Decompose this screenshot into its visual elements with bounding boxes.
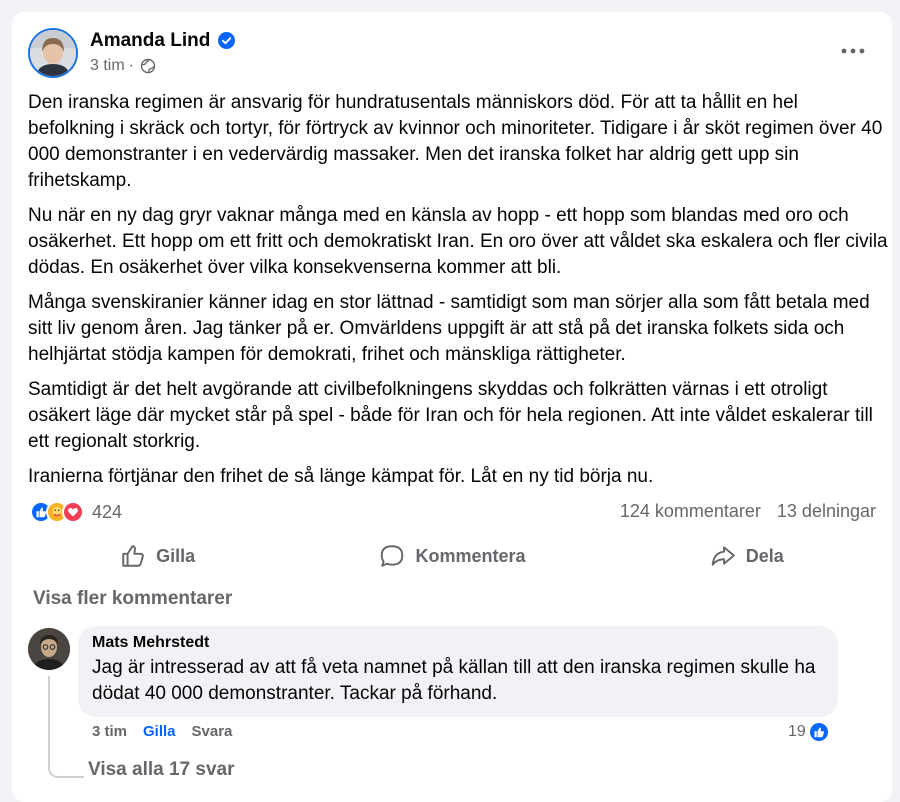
post-paragraph: Den iranska regimen är ansvarig för hundratusentals människors död. För att ta hållit en hel befolkning i skräck och tortyr, för förtryck av kvinnor och minoriteter. Tidigare i år sköt regimen över 40 000 demonstranter i en vedervärdig massaker. Men det iranska folket har aldrig gett upp sin frihetskamp.	[28, 92, 883, 191]
love-reaction-icon	[62, 501, 84, 523]
comment-like-reaction-icon	[808, 721, 830, 743]
shares-count[interactable]: 13 delningar	[776, 501, 876, 521]
comment-bubble	[78, 626, 838, 717]
commenter-avatar[interactable]	[28, 628, 70, 670]
post-time[interactable]: 3 tim	[90, 57, 125, 74]
post-stats	[620, 501, 876, 522]
comment-label: Kommentera	[415, 545, 526, 566]
verified-badge-icon	[218, 32, 235, 49]
more-options-icon	[841, 48, 865, 54]
comment-button[interactable]	[359, 537, 545, 575]
like-button[interactable]	[100, 537, 215, 575]
post-actions	[28, 536, 876, 576]
commenter-name[interactable]: Mats Mehrstedt	[92, 634, 210, 651]
share-label: Dela	[745, 545, 784, 566]
comments-count[interactable]: 124 kommentarer	[619, 501, 761, 521]
share-button[interactable]	[690, 537, 804, 575]
view-more-comments-link[interactable]: Visa fler kommentarer	[33, 588, 233, 609]
comment-time[interactable]: 3 tim	[92, 723, 128, 740]
comment-reaction-count: 19	[788, 723, 806, 740]
comment-footer	[92, 723, 232, 740]
comment-like-button[interactable]: Gilla	[143, 723, 176, 740]
meta-separator: ·	[128, 57, 134, 74]
more-options-button[interactable]	[838, 36, 868, 66]
post-paragraph: Nu när en ny dag gryr vaknar många med en känsla av hopp - ett hopp som blandas med oro och osäkerhet. Ett hopp om ett fritt och demokratiskt Iran. En oro över att våldet ska eskalera och fler civila dödas. En osäkerhet över vilka konsekvenserna kommer att bli.	[28, 205, 888, 278]
post-card	[12, 12, 892, 802]
post-paragraph: Många svenskiranier känner idag en stor lättnad - samtidigt som man sörjer alla som fått betala med sitt liv genom åren. Jag tänker på er. Omvärldens uppgift är att stå på det iranska folkets sida och helhjärtat stödja kampen för demokrati, frihet och mänskliga rättigheter.	[28, 292, 870, 365]
like-label: Gilla	[156, 545, 196, 566]
comment-text: Jag är intresserad av att få veta namnet på källan till att den iranska regimen skulle ha dödat 40 000 demonstranter. Tackar på förhand.	[92, 657, 816, 704]
thumbs-up-icon	[120, 543, 146, 569]
comment-reply-button[interactable]: Svara	[191, 723, 233, 740]
globe-icon	[140, 58, 156, 74]
post-paragraph: Iranierna förtjänar den frihet de så länge kämpat för. Låt en ny tid börja nu.	[28, 466, 654, 487]
comment-reactions[interactable]	[788, 721, 830, 743]
reaction-count[interactable]: 424	[92, 501, 123, 522]
show-all-replies-link[interactable]: Visa alla 17 svar	[88, 759, 235, 780]
post-meta	[90, 57, 156, 75]
author-avatar[interactable]	[28, 28, 78, 78]
share-arrow-icon	[710, 543, 736, 569]
post-paragraph: Samtidigt är det helt avgörande att civilbefolkningens skyddas och folkrätten värnas i ett otroligt osäkert läge där mycket står på spel - både för Iran och för hela regionen. Att inte våldet eskalerar till ett regionalt storkrig.	[28, 379, 873, 452]
post-body	[28, 90, 888, 499]
author-name[interactable]: Amanda Lind	[90, 30, 211, 51]
comment-bubble-icon	[379, 543, 405, 569]
reaction-summary[interactable]	[30, 501, 122, 523]
